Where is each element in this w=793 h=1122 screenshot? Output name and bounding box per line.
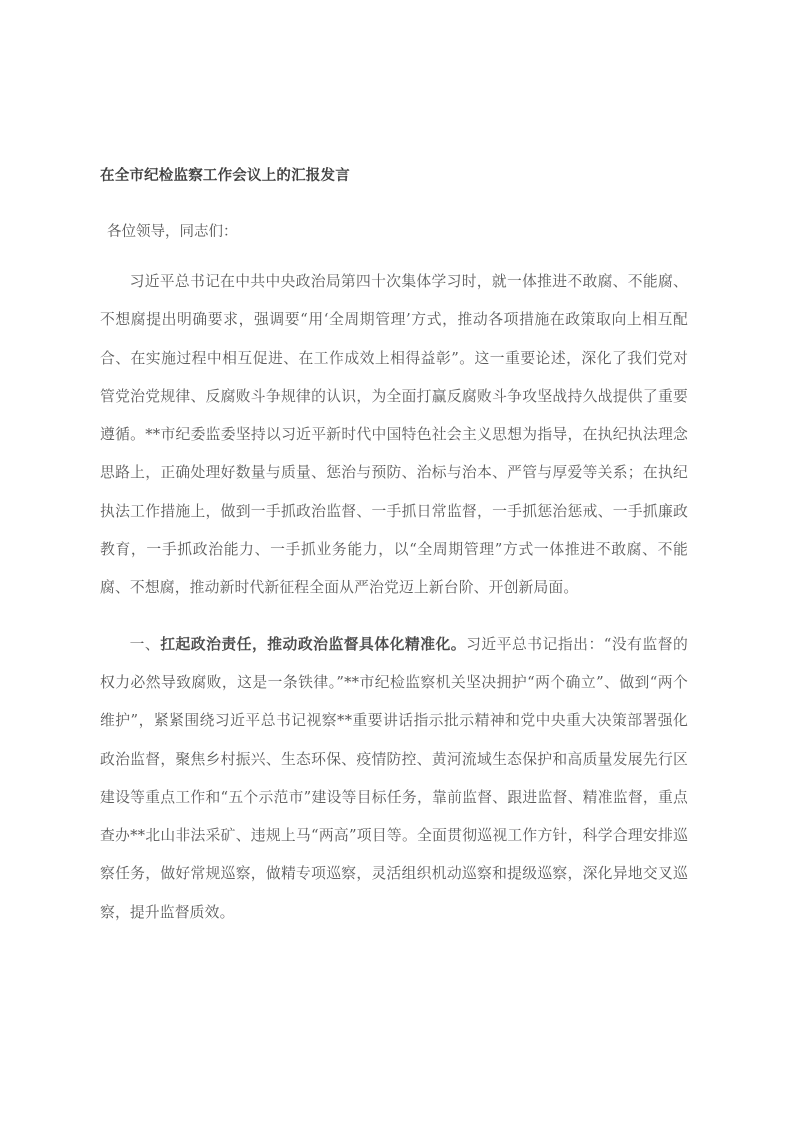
section-heading: 扛起政治责任，推动政治监督具体化精准化。 xyxy=(160,635,467,653)
intro-paragraph: 习近平总书记在中共中央政治局第四十次集体学习时，就一体推进不敢腐、不能腐、不想腐提出明确要求，强调要“用‘全周期管理’方式，推动各项措施在政策取向上相互配合、在实施过程中相互促进、在工作成效上相得益彰”。这一重要论述，深化了我们党对管党治党规律、反腐败斗争规律的认识，为全面打赢反腐败斗争攻坚战持久战提供了重要遵循。**市纪委监委坚持以习近平新时代中国特色社会主义思想为指导，在执纪执法理念思路上，正确处理好数量与质量、惩治与预防、治标与治本、严管与厚爱等关系；在执纪执法工作措施上，做到一手抓政治监督、一手抓日常监督，一手抓惩治惩戒、一手抓廉政教育，一手抓政治能力、一手抓业务能力，以“全周期管理”方式一体推进不敢腐、不能腐、不想腐，推动新时代新征程全面从严治党迈上新台阶、开创新局面。 xyxy=(100,273,688,597)
section-one-paragraph xyxy=(100,626,688,932)
document-content xyxy=(100,162,688,932)
section-body-text: 习近平总书记指出：“没有监督的权力必然导致腐败，这是一条铁律。”**市纪检监察机关坚决拥护“两个确立”、做到“两个维护”，紧紧围绕习近平总书记视察**重要讲话指示批示精神和党中央重大决策部署强化政治监督，聚焦乡村振兴、生态环保、疫情防控、黄河流域生态保护和高质量发展先行区建设等重点工作和“五个示范市”建设等目标任务，靠前监督、跟进监督、精准监督，重点查办**北山非法采矿、违规上马“两高”项目等。全面贯彻巡视工作方针，科学合理安排巡察任务，做好常规巡察，做精专项巡察，灵活组织机动巡察和提级巡察，深化异地交叉巡察，提升监督质效。 xyxy=(100,635,688,921)
salutation-line: 各位领导，同志们： xyxy=(107,224,238,240)
section-number: 一、 xyxy=(129,635,161,653)
page-title: 在全市纪检监察工作会议上的汇报发言 xyxy=(100,167,350,184)
